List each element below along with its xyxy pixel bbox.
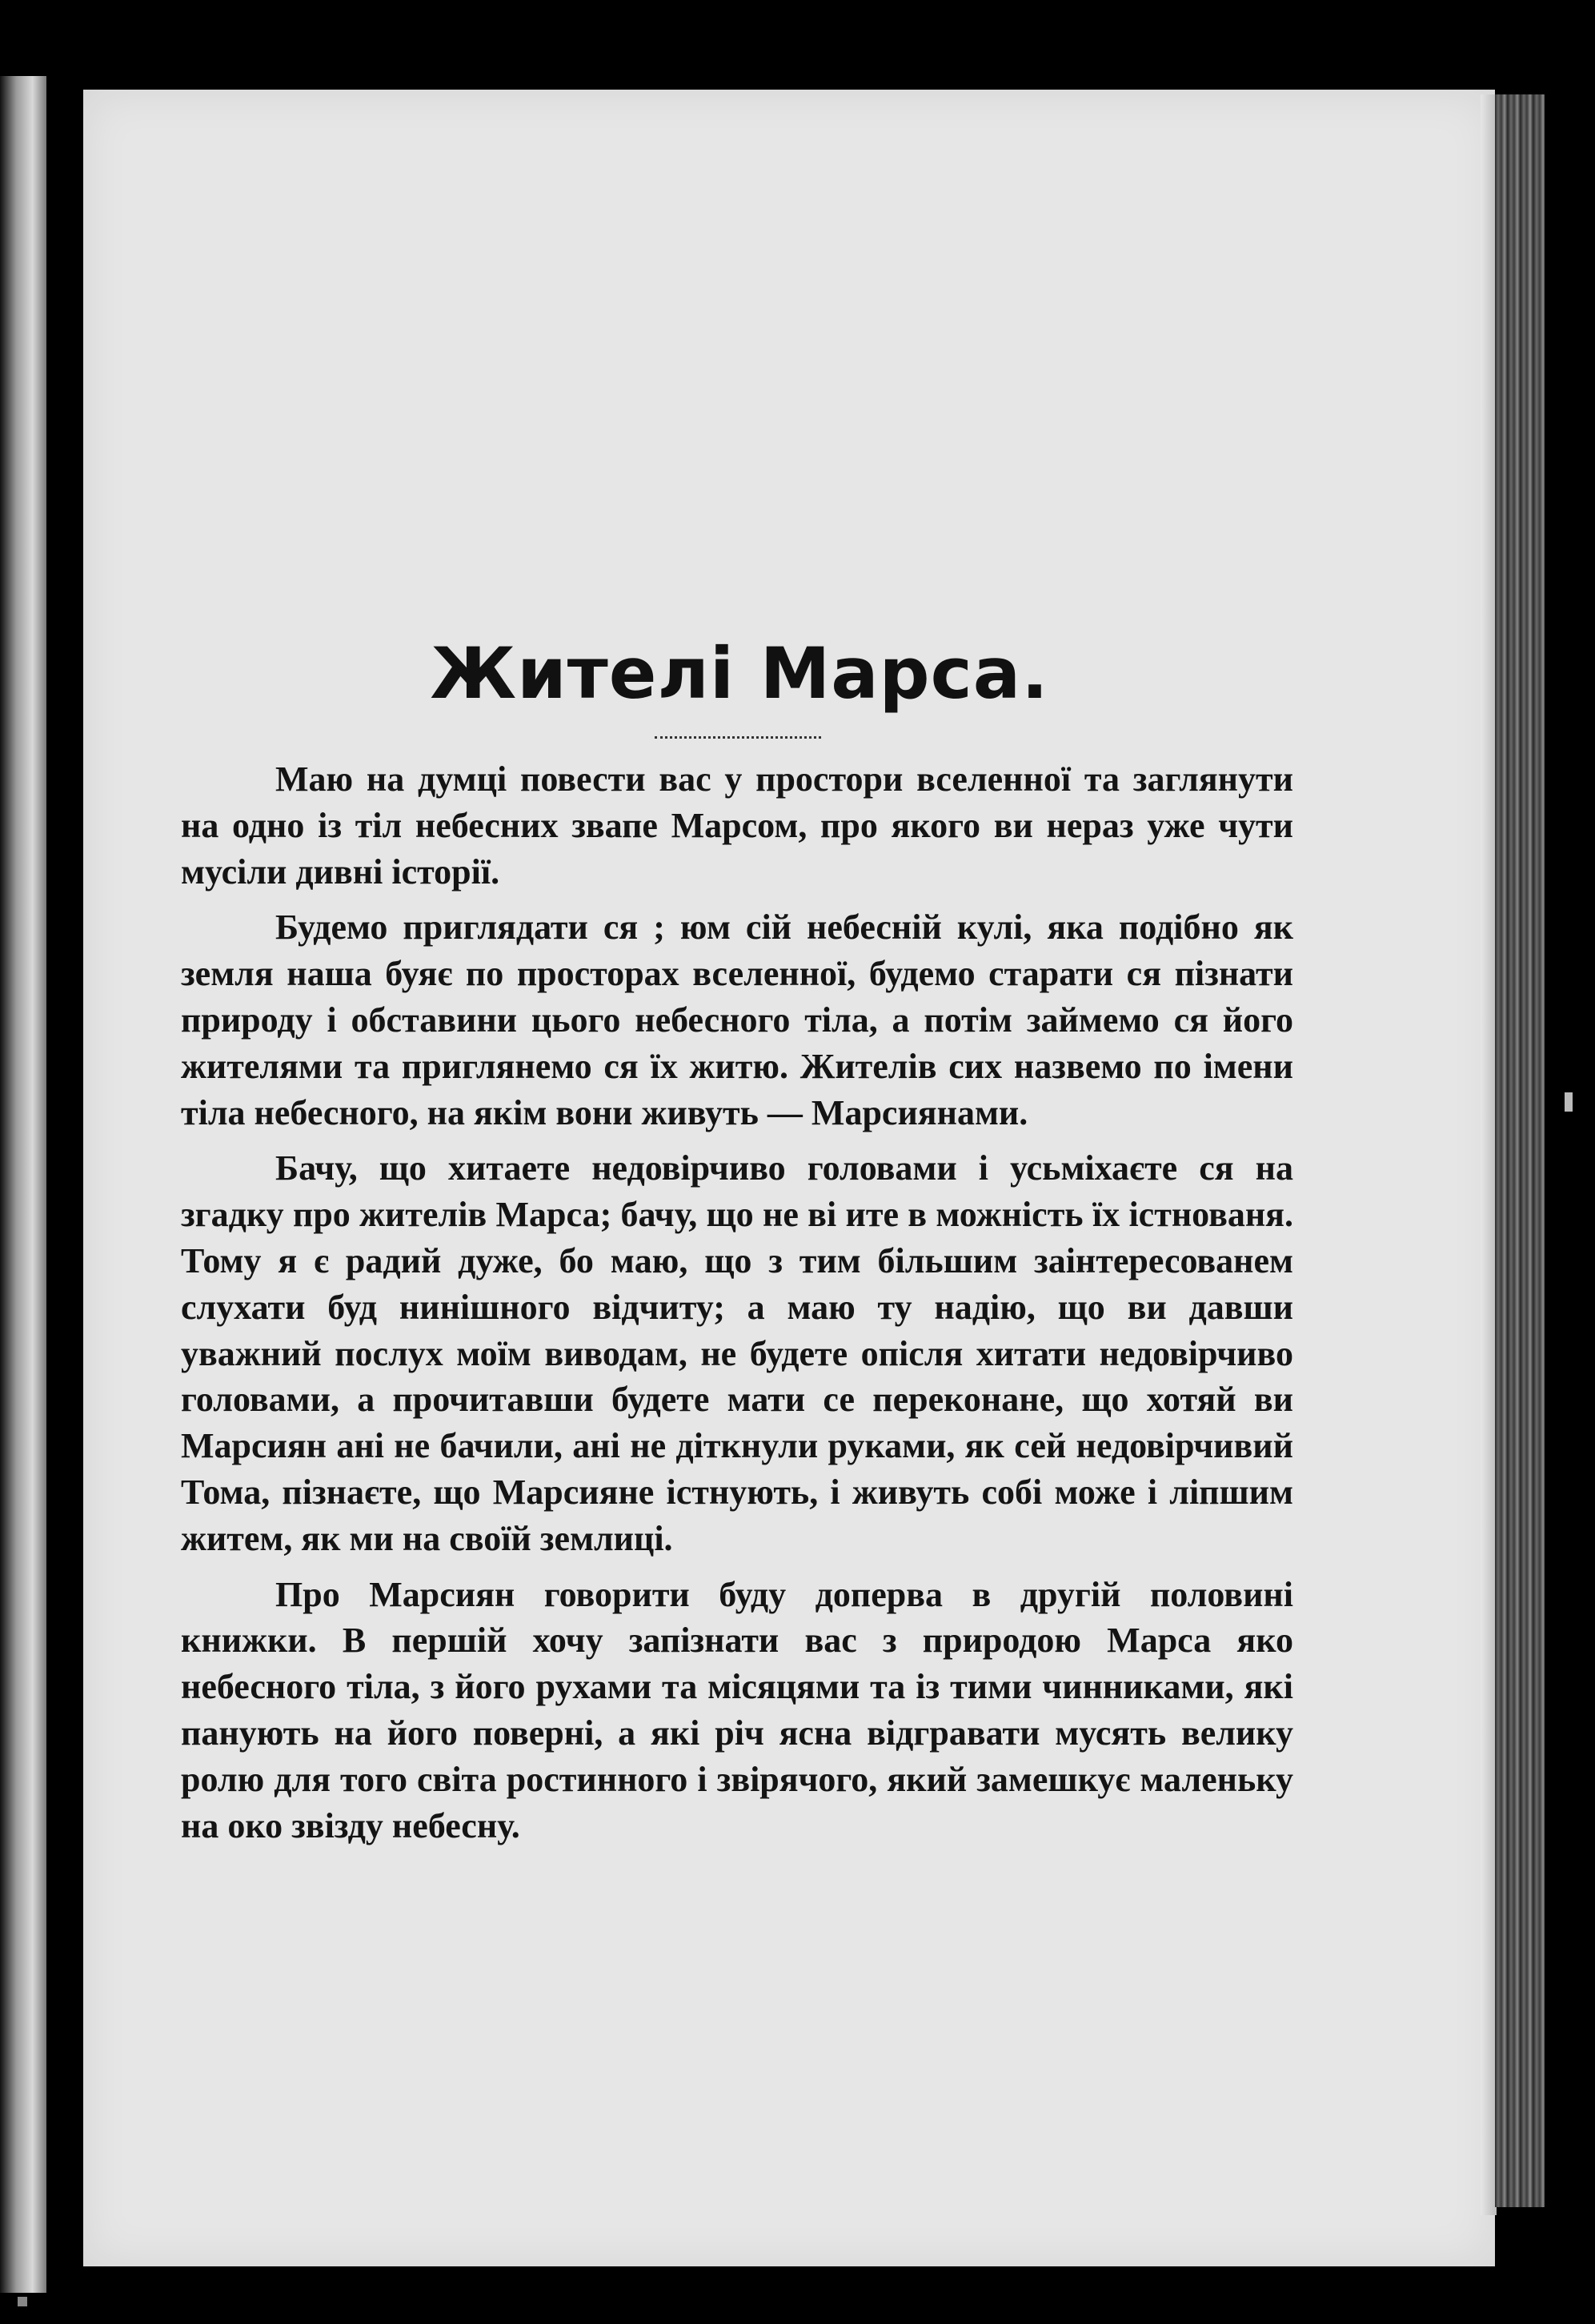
page-title: Жителі Марса. [430, 632, 1049, 715]
title-divider [655, 736, 821, 739]
paragraph-1: Маю на думці повести вас у простори вселенної та заглянути на одно із тіл небесних звапе Марсом, про якого ви нераз уже чути мусіли дивні історії. [181, 759, 1293, 892]
paragraph-4: Про Марсиян говорити буду доперва в другій половині книжки. В першій хочу запізнати вас з природою Марса яко небесного тіла, з його рухами та місяцями та із тими чинниками, які панують на його поверні, а які річ ясна відгравати мусять велику ролю для того світа ростинного і звірячого, який замешкує маленьку на око звізду небесну. [181, 1574, 1293, 1845]
book-spine-edge [1495, 94, 1545, 2207]
paragraph-3: Бачу, що хитаете недовірчиво головами і усьміхаєте ся на згадку про жителів Марса; бачу, що не ві ите в можність їх істнованя. Тому я є радий дуже, бо мaю, що з тим більшим заінтересованем слухати буд нинішного відчиту; а маю ту надію, що ви давши уважний послух моїм виводам, не будете опісля хитати недовірчиво головами, а прочитавши будете мати се переконане, що хотяй ви Марсиян ані не бачили, ані не діткнули руками, як сей недовірчивий Тома, пізнаєте, що Марсияне істнують, і живуть собі може і ліпшим житем, як ми на своїй землиці. [181, 1148, 1293, 1558]
scan-speck [18, 2297, 27, 2306]
previous-page-edge [0, 76, 46, 2293]
scan-speck [1565, 1092, 1573, 1112]
paragraph-2: Будемо приглядати ся ; юм сій небесній кулі, яка подібно як земля наша буяє по просторах вселенної, будемо старати ся пізнати природу і обставини цього небесного тіла, а потім займемо ся його жителями та приглянемо ся їх житю. Жителів сих назвемо по імени тіла небесного, на якім вони живуть — Марсиянами. [181, 908, 1293, 1132]
page-gutter-shadow [1481, 94, 1497, 2215]
body-text [181, 756, 1293, 1858]
